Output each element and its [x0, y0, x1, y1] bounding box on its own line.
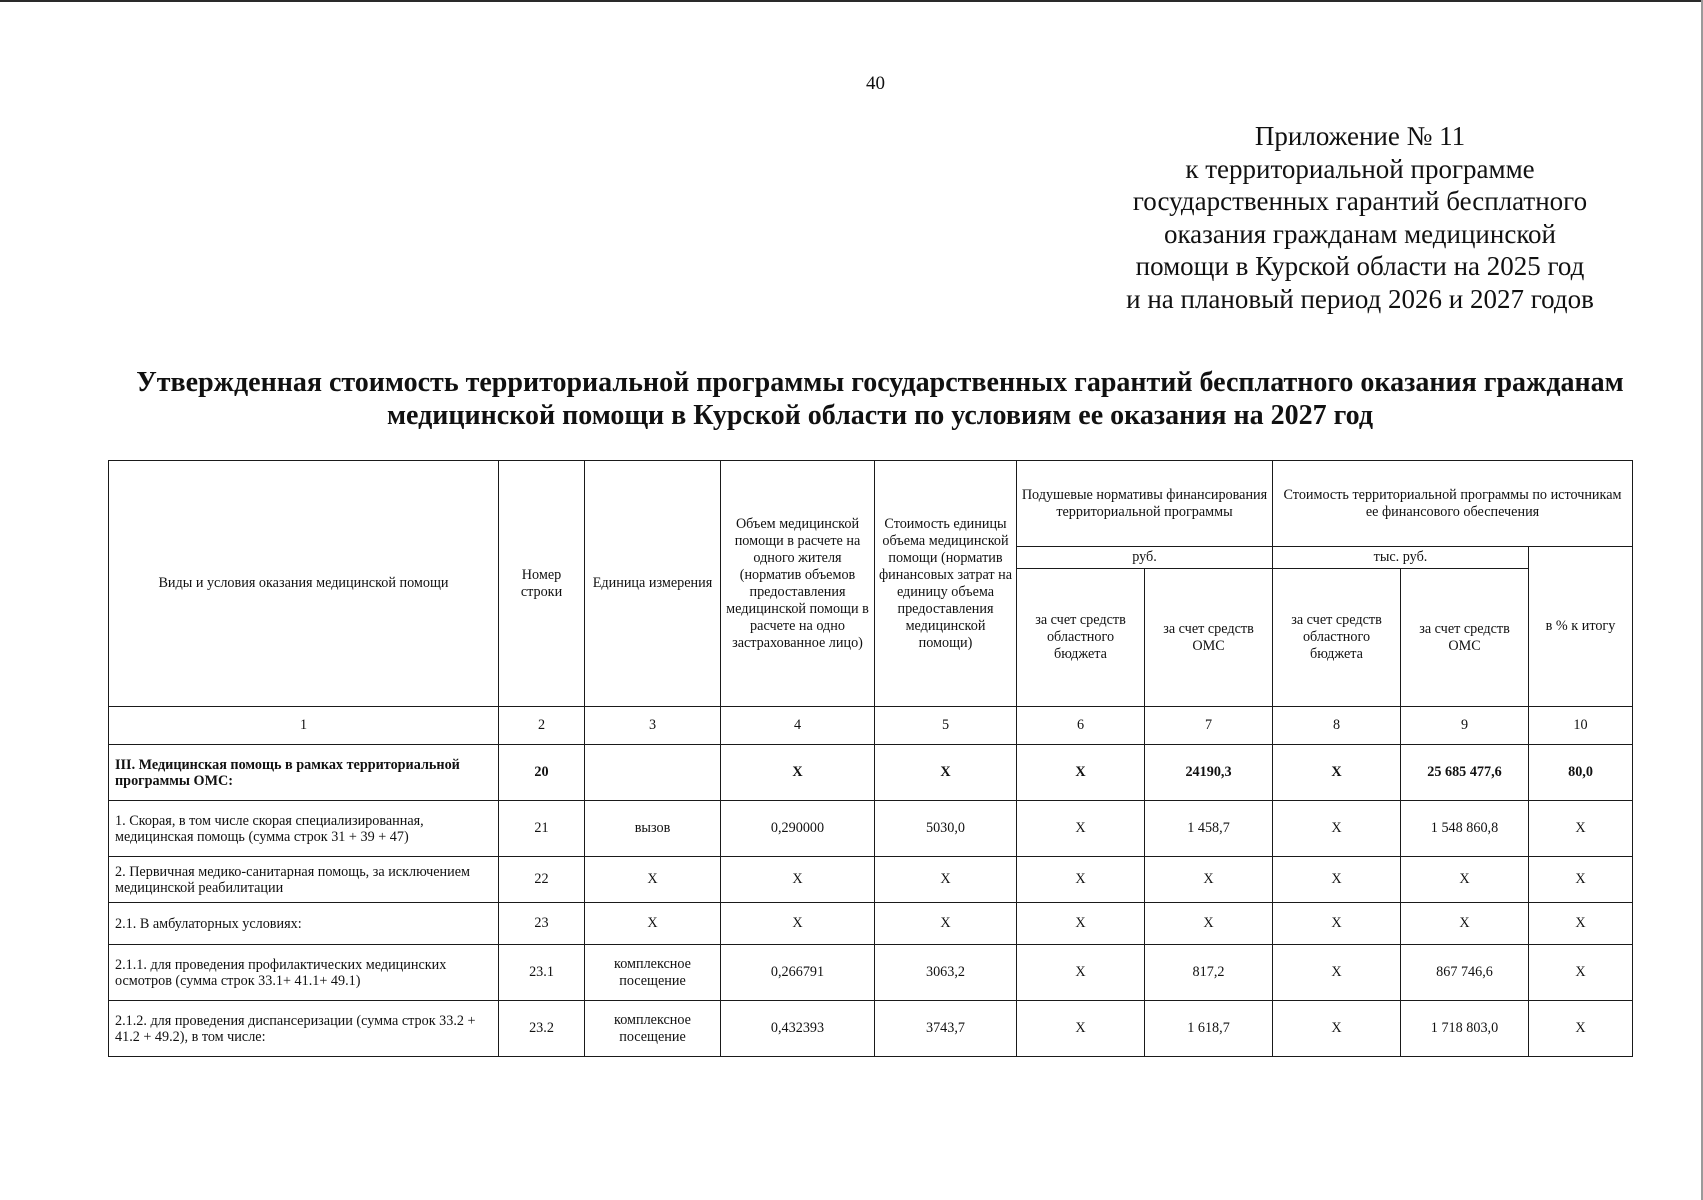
column-number: 7	[1145, 707, 1273, 745]
row-unit: комплексное посещение	[585, 945, 721, 1001]
row-total-oms: 867 746,6	[1401, 945, 1529, 1001]
row-total-budget: Х	[1273, 903, 1401, 945]
appendix-line: Приложение № 11	[1254, 121, 1466, 151]
page-number: 40	[866, 73, 885, 94]
header-total-oms: за счет средств ОМС	[1401, 569, 1529, 707]
row-total-budget: Х	[1273, 1001, 1401, 1057]
row-total-oms: 1 548 860,8	[1401, 801, 1529, 857]
row-percent: 80,0	[1529, 745, 1633, 801]
row-pc-oms: 1 458,7	[1145, 801, 1273, 857]
row-name: 2.1.1. для проведения профилактических медицинских осмотров (сумма строк 33.1+ 41.1+ 49.1)	[109, 945, 499, 1001]
table-row	[109, 903, 1633, 945]
header-rub: руб.	[1017, 547, 1273, 569]
row-total-budget: Х	[1273, 745, 1401, 801]
row-percent: Х	[1529, 801, 1633, 857]
row-unit-cost: Х	[875, 745, 1017, 801]
header-row-number: Номер строки	[499, 461, 585, 707]
row-name: 2.1. В амбулаторных условиях:	[109, 903, 499, 945]
header-total-budget: за счет средств областного бюджета	[1273, 569, 1401, 707]
column-number: 5	[875, 707, 1017, 745]
column-number: 1	[109, 707, 499, 745]
column-number: 6	[1017, 707, 1145, 745]
row-percent: Х	[1529, 1001, 1633, 1057]
row-unit: Х	[585, 857, 721, 903]
row-unit-cost: Х	[875, 857, 1017, 903]
row-name: 2. Первичная медико-санитарная помощь, за исключением медицинской реабилитации	[109, 857, 499, 903]
header-row-1	[109, 461, 1633, 547]
row-pc-budget: Х	[1017, 801, 1145, 857]
header-unit-cost: Стоимость единицы объема медицинской помощи (норматив финансовых затрат на единицу объема предоставления медицинской помощи)	[875, 461, 1017, 707]
appendix-line: и на плановый период 2026 и 2027 годов	[1126, 283, 1594, 314]
row-name: III. Медицинская помощь в рамках территориальной программы ОМС:	[109, 745, 499, 801]
document-title-line: медицинской помощи в Курской области по условиям ее оказания на 2027 год	[386, 400, 1374, 431]
row-total-budget: Х	[1273, 945, 1401, 1001]
row-total-budget: Х	[1273, 801, 1401, 857]
row-unit	[585, 745, 721, 801]
header-pc-oms: за счет средств ОМС	[1145, 569, 1273, 707]
table-row	[109, 745, 1633, 801]
header-pc-budget: за счет средств областного бюджета	[1017, 569, 1145, 707]
column-number: 10	[1529, 707, 1633, 745]
appendix-line: помощи в Курской области на 2025 год	[1135, 251, 1585, 281]
appendix-line: к территориальной программе	[1185, 153, 1535, 184]
row-volume: 0,266791	[721, 945, 875, 1001]
column-number-row	[109, 707, 1633, 745]
header-unit: Единица измерения	[585, 461, 721, 707]
row-number: 23	[499, 903, 585, 945]
row-number: 20	[499, 745, 585, 801]
row-pc-budget: Х	[1017, 1001, 1145, 1057]
row-volume: 0,432393	[721, 1001, 875, 1057]
row-number: 23.1	[499, 945, 585, 1001]
row-pc-budget: Х	[1017, 745, 1145, 801]
row-unit-cost: 5030,0	[875, 801, 1017, 857]
table-row	[109, 945, 1633, 1001]
appendix-line: государственных гарантий бесплатного	[1132, 186, 1588, 216]
row-percent: Х	[1529, 945, 1633, 1001]
header-program-cost: Стоимость территориальной программы по источникам ее финансового обеспечения	[1273, 461, 1633, 547]
row-unit-cost: 3063,2	[875, 945, 1017, 1001]
document-title	[90, 366, 1670, 432]
column-number: 2	[499, 707, 585, 745]
row-volume: Х	[721, 857, 875, 903]
row-unit: комплексное посещение	[585, 1001, 721, 1057]
row-unit: Х	[585, 903, 721, 945]
row-volume: Х	[721, 903, 875, 945]
row-number: 21	[499, 801, 585, 857]
table-row	[109, 801, 1633, 857]
row-pc-budget: Х	[1017, 945, 1145, 1001]
appendix-header	[1100, 120, 1620, 315]
header-types: Виды и условия оказания медицинской помощи	[109, 461, 499, 707]
row-unit: вызов	[585, 801, 721, 857]
row-name: 1. Скорая, в том числе скорая специализированная, медицинская помощь (сумма строк 31 + 39 + 47)	[109, 801, 499, 857]
cost-table	[108, 460, 1633, 1057]
row-total-oms: 1 718 803,0	[1401, 1001, 1529, 1057]
row-pc-budget: Х	[1017, 857, 1145, 903]
row-pc-oms: Х	[1145, 857, 1273, 903]
document-title-line: Утвержденная стоимость территориальной программы государственных гарантий бесплатного оказания гражданам	[136, 367, 1624, 398]
row-total-oms: Х	[1401, 857, 1529, 903]
row-percent: Х	[1529, 857, 1633, 903]
header-volume: Объем медицинской помощи в расчете на одного жителя (норматив объемов предоставления медицинской помощи в расчете на одно застрахованное лицо)	[721, 461, 875, 707]
row-total-oms: 25 685 477,6	[1401, 745, 1529, 801]
row-pc-oms: 817,2	[1145, 945, 1273, 1001]
row-pc-oms: Х	[1145, 903, 1273, 945]
row-pc-oms: 1 618,7	[1145, 1001, 1273, 1057]
row-unit-cost: 3743,7	[875, 1001, 1017, 1057]
row-volume: 0,290000	[721, 801, 875, 857]
column-number: 8	[1273, 707, 1401, 745]
row-total-budget: Х	[1273, 857, 1401, 903]
table-row	[109, 1001, 1633, 1057]
row-percent: Х	[1529, 903, 1633, 945]
row-number: 22	[499, 857, 585, 903]
row-unit-cost: Х	[875, 903, 1017, 945]
column-number: 4	[721, 707, 875, 745]
header-percent-total: в % к итогу	[1529, 547, 1633, 707]
header-per-capita: Подушевые нормативы финансирования территориальной программы	[1017, 461, 1273, 547]
scan-top-edge	[0, 0, 1703, 2]
column-number: 9	[1401, 707, 1529, 745]
row-pc-budget: Х	[1017, 903, 1145, 945]
row-volume: Х	[721, 745, 875, 801]
header-thousand-rub: тыс. руб.	[1273, 547, 1529, 569]
row-number: 23.2	[499, 1001, 585, 1057]
table-row	[109, 857, 1633, 903]
column-number: 3	[585, 707, 721, 745]
row-pc-oms: 24190,3	[1145, 745, 1273, 801]
row-total-oms: Х	[1401, 903, 1529, 945]
row-name: 2.1.2. для проведения диспансеризации (сумма строк 33.2 + 41.2 + 49.2), в том числе:	[109, 1001, 499, 1057]
appendix-line: оказания гражданам медицинской	[1163, 218, 1557, 249]
